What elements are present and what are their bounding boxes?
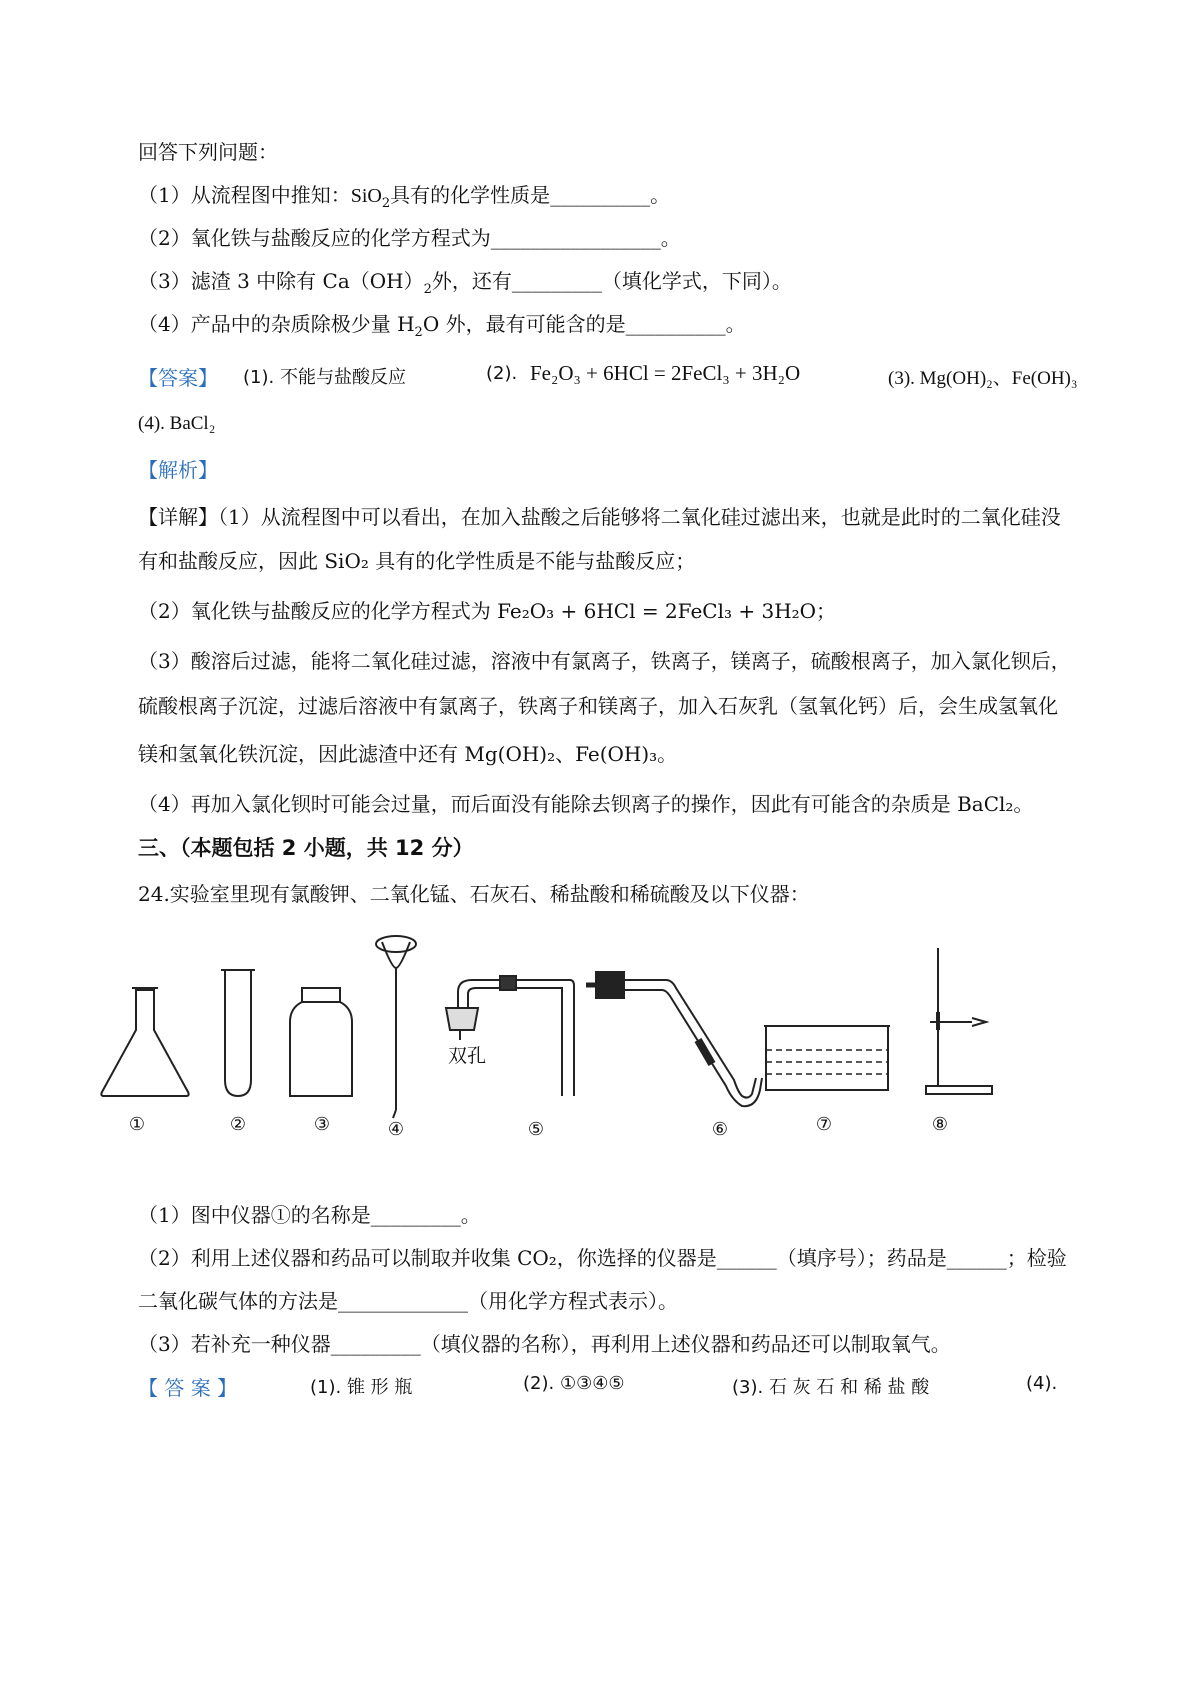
answer-1: (1). 不能与盐酸反应 — [243, 367, 406, 388]
h2o-subscript: 2 — [414, 325, 423, 340]
conical-flask-icon — [101, 988, 188, 1096]
answer-tag: 【答案】 — [138, 366, 218, 390]
answer-2-equation: Fe₂O₃ + 6HCl = 2FeCl₃ + 3H₂O — [530, 361, 801, 385]
label-4: ④ — [387, 1119, 405, 1140]
answer-4: (4). BaCl₂ — [138, 413, 216, 434]
analysis-p3-line2: 硫酸根离子沉淀，过滤后溶液中有氯离子，铁离子和镁离子，加入石灰乳（氢氧化钙）后，会生成氢氧化 — [138, 694, 1058, 718]
label-8: ⑧ — [931, 1114, 949, 1135]
analysis-p3-line3: 镁和氢氧化铁沉淀，因此滤渣中还有 Mg(OH)₂、Fe(OH)₃。 — [138, 742, 678, 766]
question-3 — [138, 267, 792, 295]
answer-2-item-3: (3). 石 灰 石 和 稀 盐 酸 — [732, 1377, 930, 1398]
test-tube-icon — [221, 970, 255, 1096]
question-1 — [138, 181, 670, 210]
sio2-formula: SiO — [350, 185, 382, 207]
double-hole-stopper-icon — [446, 976, 574, 1096]
question-4-suffix: O 外，最有可能含的是__________。 — [422, 312, 746, 336]
double-hole-label: 双孔 — [448, 1045, 487, 1067]
stopper-bent-tube-icon — [586, 972, 762, 1106]
section-heading: 三、（本题包括 2 小题，共 12 分） — [138, 836, 474, 860]
question-1-prefix: （1）从流程图中推知： — [138, 183, 351, 207]
sio2-subscript: 2 — [381, 196, 391, 211]
iron-stand-icon — [926, 948, 992, 1094]
apparatus-figure — [0, 930, 1200, 1170]
analysis-p4: （4）再加入氯化钡时可能会过量，而后面没有能除去钡离子的操作，因此有可能含的杂质是 BaCl₂。 — [138, 792, 1034, 816]
label-2: ② — [229, 1114, 247, 1135]
label-3: ③ — [313, 1114, 331, 1135]
analysis-p1-line2: 有和盐酸反应，因此 SiO₂ 具有的化学性质是不能与盐酸反应； — [138, 549, 696, 573]
analysis-p1-line1: 【详解】（1）从流程图中可以看出，在加入盐酸之后能够将二氧化硅过滤出来，也就是此时的二氧化硅没 — [138, 505, 1061, 529]
question-24-sub3: （3）若补充一种仪器_________（填仪器的名称），再利用上述仪器和药品还可以制取氧气。 — [138, 1332, 951, 1356]
intro-text: 回答下列问题： — [138, 140, 278, 164]
answer-2-tag: 【 答 案 】 — [138, 1376, 238, 1400]
question-24-sub1: （1）图中仪器①的名称是_________。 — [138, 1203, 481, 1227]
question-3-prefix: （3）滤渣 3 中除有 Ca（OH） — [138, 269, 424, 293]
answer-2-item-1: (1). 锥 形 瓶 — [310, 1377, 413, 1398]
long-neck-funnel-icon — [376, 936, 416, 1118]
answer-3: (3). Mg(OH)₂、Fe(OH)₃ — [888, 368, 1078, 389]
label-6: ⑥ — [711, 1119, 729, 1140]
question-24-sub2-line2: 二氧化碳气体的方法是_____________（用化学方程式表示）。 — [138, 1289, 678, 1313]
analysis-p3-line1: （3）酸溶后过滤，能将二氧化硅过滤，溶液中有氯离子，铁离子，镁离子，硫酸根离子，加入氯化钡后， — [138, 649, 1071, 673]
question-4 — [138, 310, 746, 338]
gas-jar-icon — [290, 988, 352, 1096]
caoh2-subscript: 2 — [423, 282, 432, 297]
answer-2-number: (2). — [486, 363, 518, 384]
label-5: ⑤ — [527, 1119, 545, 1140]
question-24-stem: 24.实验室里现有氯酸钾、二氧化锰、石灰石、稀盐酸和稀硫酸及以下仪器： — [138, 882, 810, 906]
analysis-p2: （2）氧化铁与盐酸反应的化学方程式为 Fe₂O₃ + 6HCl = 2FeCl₃ + 3H₂O； — [138, 599, 837, 623]
answer-2-item-2: (2). ①③④⑤ — [523, 1373, 625, 1394]
question-1-suffix: 具有的化学性质是__________。 — [390, 183, 671, 207]
label-1: ① — [128, 1114, 146, 1135]
water-trough-icon — [764, 1026, 890, 1090]
question-2: （2）氧化铁与盐酸反应的化学方程式为_________________。 — [138, 226, 681, 250]
answer-2-item-4: (4). — [1026, 1373, 1058, 1394]
question-4-prefix: （4）产品中的杂质除极少量 H — [138, 312, 415, 336]
question-3-suffix: 外，还有_________（填化学式，下同）。 — [431, 269, 792, 293]
question-24-sub2-line1: （2）利用上述仪器和药品可以制取并收集 CO₂，你选择的仪器是______（填序号）；药品是______；检验 — [138, 1246, 1067, 1270]
analysis-tag: 【解析】 — [138, 458, 218, 482]
label-7: ⑦ — [815, 1114, 833, 1135]
